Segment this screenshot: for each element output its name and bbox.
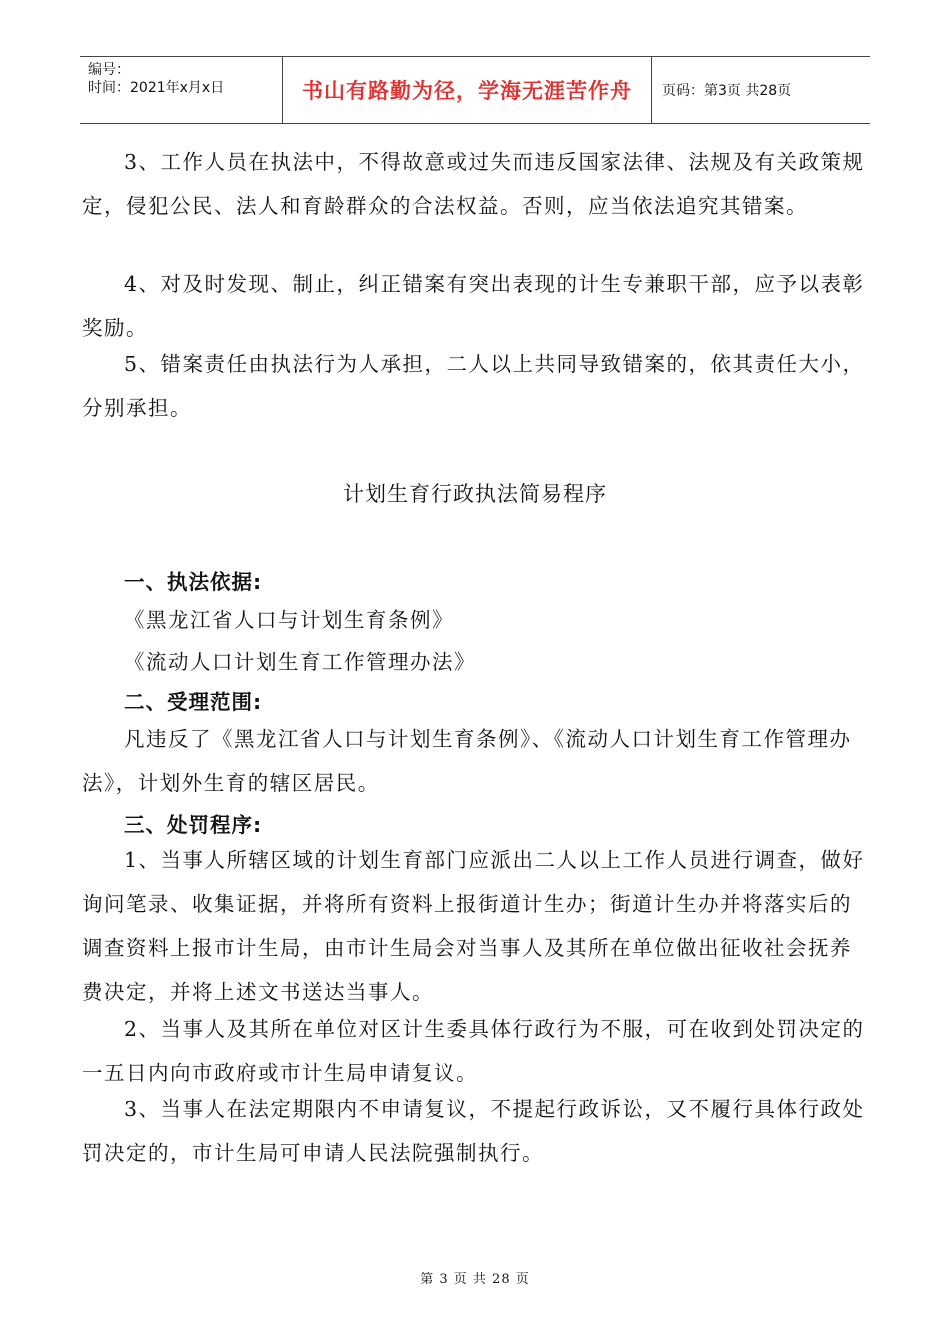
procedure-step-3: 3、当事人在法定期限内不申请复议，不提起行政诉讼，又不履行具体行政处罚决定的，市计生局可申请人民法院强制执行。	[82, 1097, 865, 1165]
time-label: 时间：2021年x月x日	[88, 80, 225, 96]
page-footer: 第 3 页 共 28 页	[420, 1272, 530, 1287]
page-header	[80, 56, 870, 124]
number-label: 编号：	[88, 62, 130, 78]
basis-heading: 一、执法依据:	[124, 570, 263, 594]
paragraph-item-5: 5、错案责任由执法行为人承担，二人以上共同导致错案的，依其责任大小，分别承担。	[82, 352, 865, 420]
header-page-info: 页码：第3页 共28页	[662, 83, 792, 99]
procedure-step-1: 1、当事人所辖区域的计划生育部门应派出二人以上工作人员进行调查，做好询问笔录、收集证据，并将所有资料上报街道计生办；街道计生办并将落实后的调查资料上报市计生局，由市计生局会对当事人及其所在单位做出征收社会抚养费决定，并将上述文书送达当事人。	[82, 848, 865, 1004]
scope-heading: 二、受理范围:	[124, 690, 263, 714]
section-title: 计划生育行政执法简易程序	[343, 482, 607, 506]
basis-item-1: 《黑龙江省人口与计划生育条例》	[124, 608, 454, 632]
basis-item-2: 《流动人口计划生育工作管理办法》	[124, 650, 476, 674]
paragraph-item-4: 4、对及时发现、制止，纠正错案有突出表现的计生专兼职干部，应予以表彰奖励。	[82, 272, 865, 340]
procedure-step-2: 2、当事人及其所在单位对区计生委具体行政行为不服，可在收到处罚决定的一五日内向市政府或市计生局申请复议。	[82, 1017, 865, 1085]
procedure-heading: 三、处罚程序:	[124, 813, 263, 837]
header-meta	[80, 57, 282, 123]
scope-text: 凡违反了《黑龙江省人口与计划生育条例》、《流动人口计划生育工作管理办法》，计划外生育的辖区居民。	[82, 727, 852, 795]
paragraph-item-3: 3、工作人员在执法中，不得故意或过失而违反国家法律、法规及有关政策规定，侵犯公民、法人和育龄群众的合法权益。否则，应当依法追究其错案。	[82, 150, 865, 218]
header-motto: 书山有路勤为径，学海无涯苦作舟	[282, 57, 652, 123]
